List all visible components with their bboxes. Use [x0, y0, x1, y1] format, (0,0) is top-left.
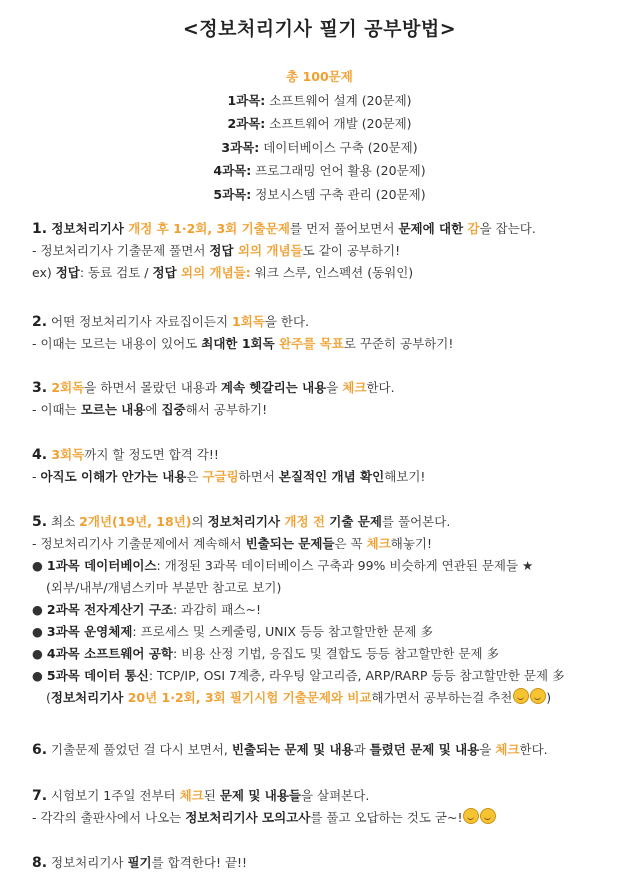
step-7-note — [32, 807, 632, 829]
text: 시험보기 1주일 전부터 — [47, 788, 180, 803]
bullet-continuation: (외부/내부/개념스키마 부분만 참고로 보기) — [46, 580, 282, 595]
text: 과 — [353, 742, 370, 757]
text: 을 하면서 몰랐던 내용과 — [84, 380, 221, 395]
subject-line — [0, 112, 639, 136]
text-highlight: 외의 개념들 — [233, 243, 303, 258]
text: : 과감히 패스~! — [172, 602, 261, 617]
text: 로 꾸준히 공부하기! — [343, 336, 454, 351]
text: 을 — [326, 380, 343, 395]
text-highlight: 3회독 — [47, 447, 85, 462]
text-highlight: 2회독 — [47, 380, 85, 395]
text-bold: 모르는 내용 — [80, 402, 146, 417]
text-bold: 에 대한 — [422, 221, 468, 236]
bullet-item: ● 2과목 전자계산기 구조: 과감히 패스~! — [32, 602, 261, 617]
text-bold: 기출 문제 — [324, 514, 382, 529]
subject-text: 소프트웨어 개발 (20문제) — [265, 116, 412, 131]
text-highlight: 기출문제 — [241, 221, 290, 236]
text: 워크 스루, 인스펙션 (동워인) — [250, 265, 414, 280]
bullet-item: ● 3과목 운영체제: 프로세스 및 스케줄링, UNIX 등등 참고할만한 문제 多 — [32, 624, 433, 639]
text: 를 풀어본다. — [381, 514, 451, 529]
text-bold: 문제 — [398, 221, 423, 236]
text-bold: 최대한 1회독 — [201, 336, 275, 351]
page-title: <정보처리기사 필기 공부방법> — [182, 18, 457, 40]
text: ( — [46, 690, 51, 705]
text: : 비용 산정 기법, 응집도 및 결합도 등등 참고할만한 문제 多 — [172, 646, 500, 661]
text: 에 — [145, 402, 162, 417]
text: ) — [546, 690, 552, 705]
step-number: 3. — [32, 380, 48, 396]
text: 해보기! — [384, 469, 426, 484]
text-highlight: 체크 — [342, 380, 367, 395]
subject-label: 2과목: — [227, 116, 266, 131]
text-highlight: 완주를 목표 — [274, 336, 344, 351]
step-8 — [32, 852, 632, 874]
subject-label: 4과목: — [213, 163, 252, 178]
text-bold: 4과목 소프트웨어 공학 — [46, 646, 173, 661]
subject-text: 소프트웨어 설계 (20문제) — [265, 92, 412, 108]
step-6 — [32, 739, 632, 761]
text-bold: 계속 헷갈리는 내용 — [220, 380, 327, 395]
text: 정보처리기사 — [47, 855, 128, 870]
intro-block — [0, 65, 639, 206]
step-1-heading — [32, 218, 632, 240]
step-5-heading — [32, 511, 632, 533]
step-4-heading — [32, 444, 632, 466]
text: 을 살펴본다. — [300, 788, 370, 803]
text-highlight: 체크 — [179, 788, 204, 803]
text-bold: 아직도 이해가 안가는 내용 — [40, 469, 187, 484]
step-5-note — [32, 533, 632, 555]
text: 도 같이 공부하기! — [302, 243, 401, 258]
text-bold: 집중 — [161, 402, 186, 417]
subject-label: 1과목: — [227, 92, 266, 108]
bullet-item: ● 5과목 데이터 통신: TCP/IP, OSI 7계층, 라우팅 알고리즘, ARP/RARP 등등 참고할만한 문제 多 — [32, 668, 565, 683]
text: 어떤 정보처리기사 자료집이든지 — [47, 314, 233, 329]
subject-line — [0, 89, 639, 113]
text-bold: 정보처리기사 — [50, 690, 128, 705]
text: 은 — [186, 469, 203, 484]
step-3 — [32, 377, 632, 421]
step-number: 4. — [32, 447, 48, 463]
smile-emoji-icon — [513, 688, 529, 704]
subject-line — [0, 159, 639, 183]
step-3-note — [32, 399, 632, 421]
text-bold: 정보처리기사 모의고사 — [185, 810, 311, 825]
subject-line — [0, 136, 639, 160]
subject-label: 3과목: — [221, 139, 260, 155]
text: - 각각의 출판사에서 나오는 — [32, 810, 186, 825]
text: 하면서 — [238, 469, 279, 484]
text: 최소 — [47, 514, 80, 529]
text: : 프로세스 및 스케줄링, UNIX 등등 참고할만한 문제 多 — [132, 624, 433, 639]
step-2 — [32, 311, 632, 355]
text: - 이때는 모르는 내용이 있어도 — [32, 336, 202, 351]
text-highlight: 감 — [467, 221, 480, 236]
step-4 — [32, 444, 632, 488]
text: 를 합격한다! 끝!! — [151, 855, 248, 870]
text-bold: 정답 — [55, 265, 80, 280]
text-highlight: 2개년(19년, 18년) — [79, 514, 192, 529]
text: 해놓기! — [390, 536, 433, 551]
subject-text: 프로그래밍 언어 활용 (20문제) — [251, 163, 426, 178]
step-1-note — [32, 240, 632, 262]
step-4-note — [32, 466, 632, 488]
text: 을 잡는다. — [479, 221, 536, 236]
text: 까지 할 정도면 합격 각!! — [84, 447, 219, 462]
step-1-example — [32, 262, 632, 284]
bullet-item: ● 1과목 데이터베이스: 개정된 3과목 데이터베이스 구축과 99% 비슷하게 연관된 문제들 ★ — [32, 558, 534, 573]
subject-text: 데이터베이스 구축 (20문제) — [259, 139, 418, 155]
step-7 — [32, 785, 632, 829]
text: - — [32, 469, 41, 484]
subject-line — [0, 183, 639, 207]
text: - 정보처리기사 기출문제에서 계속해서 — [32, 536, 246, 551]
text: 한다. — [519, 742, 548, 757]
total-questions: 총 100문제 — [286, 69, 353, 84]
text: 의 — [191, 514, 208, 529]
text-bold: 5과목 데이터 통신 — [46, 668, 149, 683]
text-bold: 2과목 전자계산기 구조 — [46, 602, 173, 617]
text: : 동료 검토 / — [79, 265, 153, 280]
smile-emoji-icon — [480, 808, 496, 824]
text-highlight: 20년 1·2회, 3회 필기시험 기출문제와 비교 — [127, 690, 372, 705]
text: 은 꼭 — [334, 536, 367, 551]
step-number: 5. — [32, 514, 48, 530]
text: : TCP/IP, OSI 7계층, 라우팅 알고리즘, ARP/RARP 등등 참고할만한 문제 多 — [148, 668, 565, 683]
step-number: 7. — [32, 788, 48, 804]
text: 된 — [203, 788, 220, 803]
subject-text: 정보시스템 구축 관리 (20문제) — [251, 186, 426, 202]
text-highlight: 외의 개념들: — [176, 265, 251, 280]
text-bold: 정답 — [209, 243, 234, 258]
text: 를 풀고 오답하는 것도 굳~! — [310, 810, 463, 825]
text-bold: 1과목 데이터베이스 — [46, 558, 157, 573]
text-bold: 정답 — [152, 265, 177, 280]
text-highlight: 개정 후 1·2회, 3회 — [128, 221, 242, 236]
step-3-heading — [32, 377, 632, 399]
step-8-heading — [32, 852, 632, 874]
text-bold: 본질적인 개념 확인 — [278, 469, 385, 484]
text-bold: 정보처리기사 — [207, 514, 285, 529]
text-bold: 3과목 운영체제 — [46, 624, 133, 639]
subject-label: 5과목: — [213, 186, 252, 202]
text-bold: 틀렸던 문제 및 내용 — [369, 742, 480, 757]
step-6-heading — [32, 739, 632, 761]
smile-emoji-icon — [463, 808, 479, 824]
step-2-heading — [32, 311, 632, 333]
step-number: 1. — [32, 221, 48, 237]
step-2-note — [32, 333, 632, 355]
text: 을 한다. — [264, 314, 310, 329]
smile-emoji-icon — [530, 688, 546, 704]
step-number: 8. — [32, 855, 48, 871]
text: ex) — [32, 265, 56, 280]
text-highlight: 체크 — [495, 742, 520, 757]
text-highlight: 1회독 — [232, 314, 265, 329]
step-7-heading — [32, 785, 632, 807]
text: : 개정된 3과목 데이터베이스 구축과 99% 비슷하게 연관된 문제들 ★ — [156, 558, 534, 573]
text-bold: 정보처리기사 — [47, 221, 129, 236]
text-bold: 빈출되는 문제들 — [245, 536, 335, 551]
text-bold: 필기 — [127, 855, 152, 870]
text: - 이때는 — [32, 402, 81, 417]
text: 한다. — [366, 380, 395, 395]
text: 해가면서 공부하는걸 추천 — [371, 690, 513, 705]
text: 을 — [479, 742, 496, 757]
step-number: 2. — [32, 314, 48, 330]
text-highlight: 개정 전 — [284, 514, 325, 529]
step-5-recommendation — [32, 687, 632, 709]
step-number: 6. — [32, 742, 48, 758]
text-bold: 문제 및 내용들 — [219, 788, 301, 803]
text-bold: 빈출되는 문제 및 내용 — [231, 742, 354, 757]
text: 를 먼저 풀어보면서 — [289, 221, 399, 236]
step-5 — [32, 511, 632, 709]
text: - 정보처리기사 기출문제 풀면서 — [32, 243, 210, 258]
text: 해서 공부하기! — [185, 402, 268, 417]
step-1 — [32, 218, 632, 284]
bullet-item: ● 4과목 소프트웨어 공학: 비용 산정 기법, 응집도 및 결합도 등등 참고할만한 문제 多 — [32, 646, 500, 661]
text-highlight: 구글링 — [202, 469, 239, 484]
text-highlight: 체크 — [366, 536, 391, 551]
text: 기출문제 풀었던 걸 다시 보면서, — [47, 742, 232, 757]
